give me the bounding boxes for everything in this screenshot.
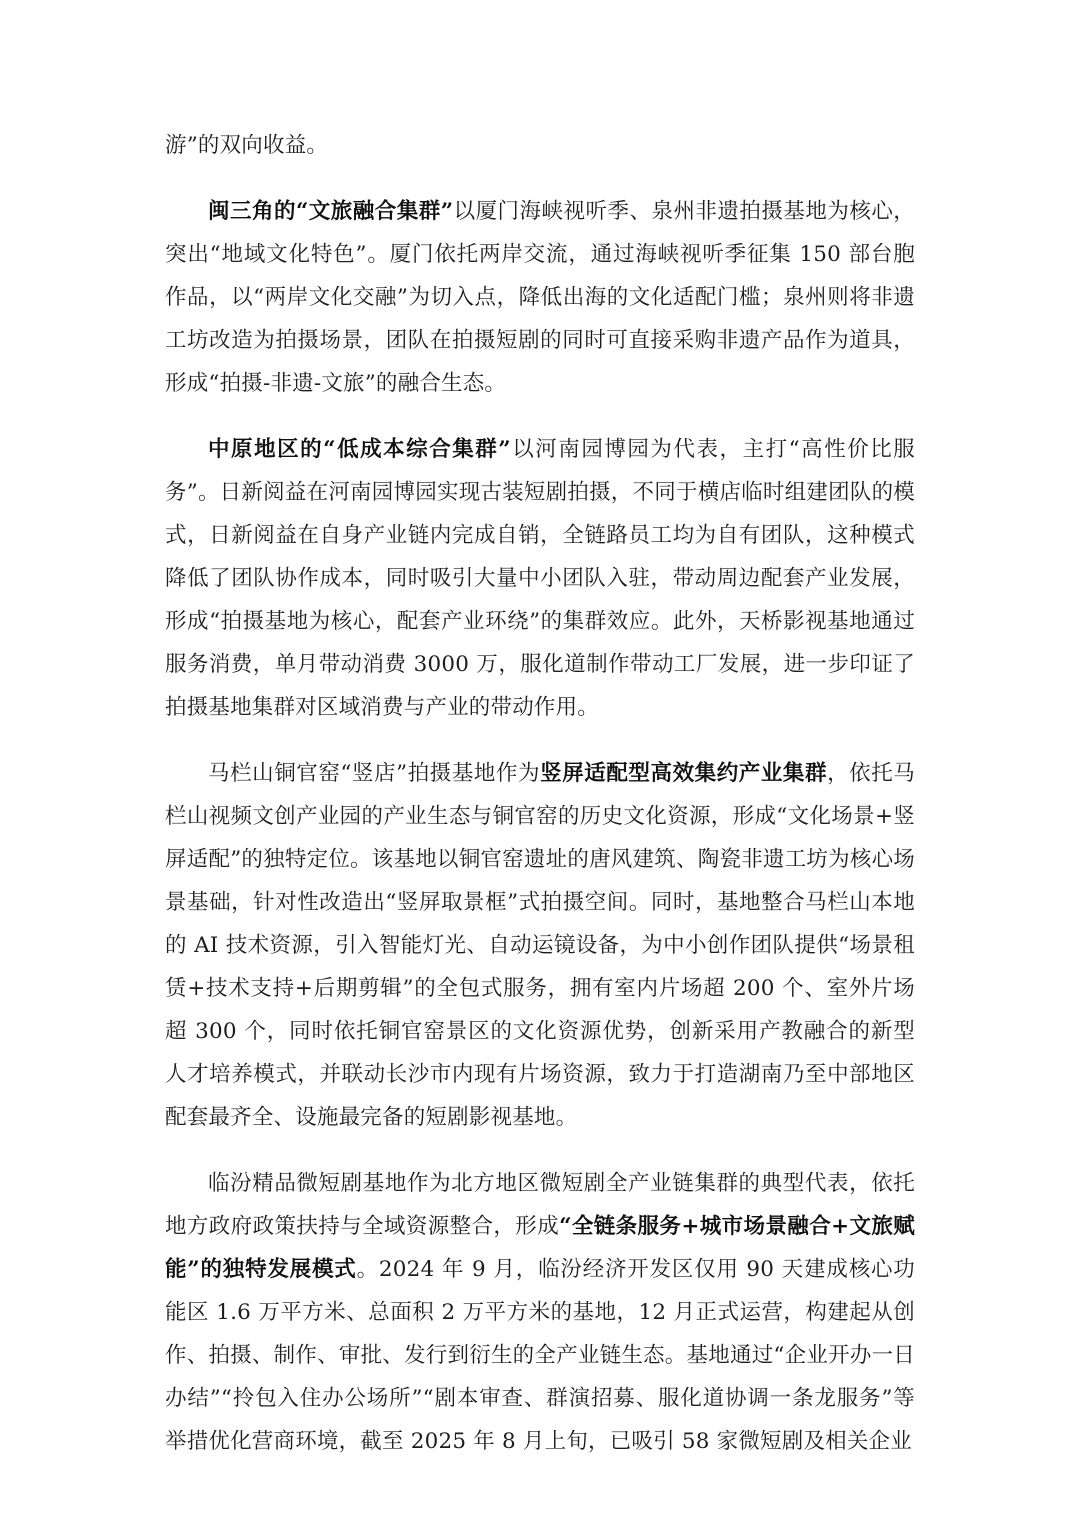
text-run: 。2024 年 9 月，临汾经济开发区仅用 90 天建成核心功能区 1.6 万平方米、总面积 2 万平方米的基地，12 月正式运营，构建起从创作、拍摄、制作、审批、发行到衍生的全产业链生态。基地通过“企业开办一日办结”“拎包入住办公场所”“剧本审查、群演招募、服化道协调一条龙服务”等举措优化营商环境，截至 2025 年 8 月上旬，已吸引 58 家微短剧及相关企业 <box>165 1257 915 1454</box>
text-run: ，依托马栏山视频文创产业园的产业生态与铜官窑的历史文化资源，形成“文化场景+竖屏适配”的独特定位。该基地以铜官窑遗址的唐风建筑、陶瓷非遗工坊为核心场景基础，针对性改造出“竖屏取景框”式拍摄空间。同时，基地整合马栏山本地的 AI 技术资源，引入智能灯光、自动运镜设备，为中小创作团队提供“场景租赁+技术支持+后期剪辑”的全包式服务，拥有室内片场超 200 个、室外片场超 300 个，同时依托铜官窑景区的文化资源优势，创新采用产教融合的新型人才培养模式，并联动长沙市内现有片场资源，致力于打造湖南乃至中部地区配套最齐全、设施最完备的短剧影视基地。 <box>165 761 915 1130</box>
bold-heading-run: 中原地区的“低成本综合集群” <box>208 437 511 462</box>
paragraph-zhongyuan-cluster <box>165 428 915 729</box>
bold-heading-run: 闽三角的“文旅融合集群” <box>208 199 454 224</box>
text-run: 临汾精品微短剧基地作为北方地区微短剧全产业链集群的典型代表，依托地方政府政策扶持与全域资源整合，形成 <box>165 1171 915 1239</box>
paragraph-minsanjiao-cluster <box>165 190 915 405</box>
paragraph-malanshan-base <box>165 752 915 1139</box>
text-run: 游”的双向收益。 <box>165 133 329 158</box>
paragraph-linfen-base <box>165 1162 915 1463</box>
bold-emphasis-run: 竖屏适配型高效集约产业集群 <box>540 761 828 786</box>
text-run: 马栏山铜官窑“竖店”拍摄基地作为 <box>208 761 541 786</box>
bold-emphasis-run: “全链条服务+城市场景融合+文旅赋能”的独特发展模式 <box>165 1214 915 1282</box>
text-run: 以河南园博园为代表，主打“高性价比服务”。日新阅益在河南园博园实现古装短剧拍摄，不同于横店临时组建团队的模式，日新阅益在自身产业链内完成自销，全链路员工均为自有团队，这种模式降低了团队协作成本，同时吸引大量中小团队入驻，带动周边配套产业发展，形成“拍摄基地为核心，配套产业环绕”的集群效应。此外，天桥影视基地通过服务消费，单月带动消费 3000 万，服化道制作带动工厂发展，进一步印证了拍摄基地集群对区域消费与产业的带动作用。 <box>165 437 915 720</box>
text-run: 以厦门海峡视听季、泉州非遗拍摄基地为核心，突出“地域文化特色”。厦门依托两岸交流，通过海峡视听季征集 150 部台胞作品，以“两岸文化交融”为切入点，降低出海的文化适配门槛；泉州则将非遗工坊改造为拍摄场景，团队在拍摄短剧的同时可直接采购非遗产品作为道具，形成“拍摄-非遗-文旅”的融合生态。 <box>165 199 916 396</box>
document-body <box>165 124 915 1486</box>
paragraph-continuation <box>165 124 915 167</box>
